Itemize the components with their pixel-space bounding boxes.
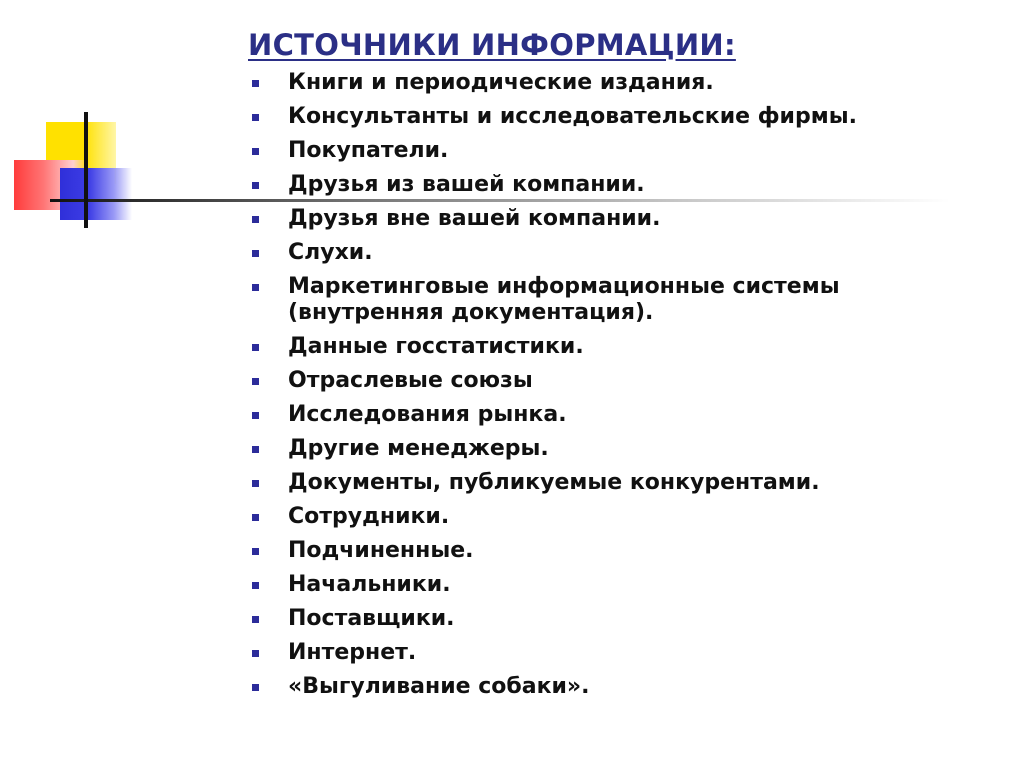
list-item <box>252 640 968 666</box>
list-item-text: Исследования рынка. <box>288 402 567 427</box>
blue-square <box>60 168 132 220</box>
square-bullet-icon <box>252 582 259 589</box>
yellow-square <box>46 122 116 184</box>
square-bullet-icon <box>252 344 259 351</box>
list-item <box>252 674 968 700</box>
list-item-text: Интернет. <box>288 640 417 665</box>
list-item-text: Данные госстатистики. <box>288 334 584 359</box>
list-item-text: Друзья из вашей компании. <box>288 172 645 197</box>
list-item <box>252 402 968 428</box>
square-bullet-icon <box>252 284 259 291</box>
list-item-text: Сотрудники. <box>288 504 450 529</box>
list-item-text: «Выгуливание собаки». <box>288 674 590 699</box>
list-item-text: Начальники. <box>288 572 451 597</box>
square-bullet-icon <box>252 250 259 257</box>
vertical-rule <box>84 112 88 228</box>
list-item-text: Подчиненные. <box>288 538 474 563</box>
list-item-text: Книги и периодические издания. <box>288 70 714 95</box>
square-bullet-icon <box>252 616 259 623</box>
square-bullet-icon <box>252 684 259 691</box>
red-square <box>14 160 88 210</box>
square-bullet-icon <box>252 412 259 419</box>
list-item <box>252 104 968 130</box>
square-bullet-icon <box>252 480 259 487</box>
square-bullet-icon <box>252 182 259 189</box>
list-item-text: Документы, публикуемые конкурентами. <box>288 470 820 495</box>
list-item <box>252 572 968 598</box>
square-bullet-icon <box>252 80 259 87</box>
list-item <box>252 138 968 164</box>
square-bullet-icon <box>252 114 259 121</box>
list-item <box>252 172 968 198</box>
list-item <box>252 240 968 266</box>
square-bullet-icon <box>252 514 259 521</box>
list-item-text: Покупатели. <box>288 138 449 163</box>
list-item <box>252 538 968 564</box>
list-item-text: Маркетинговые информационные системы (внутренняя документация). <box>288 274 840 325</box>
list-item-text: Друзья вне вашей компании. <box>288 206 661 231</box>
list-item <box>252 606 968 632</box>
sources-list <box>252 70 968 700</box>
list-item-text: Другие менеджеры. <box>288 436 549 461</box>
square-bullet-icon <box>252 216 259 223</box>
square-bullet-icon <box>252 650 259 657</box>
square-bullet-icon <box>252 148 259 155</box>
list-item <box>252 470 968 496</box>
list-item-text: Слухи. <box>288 240 373 265</box>
slide-title: ИСТОЧНИКИ ИНФОРМАЦИИ: <box>248 28 736 62</box>
list-item <box>252 436 968 462</box>
list-item <box>252 70 968 96</box>
list-item <box>252 274 968 326</box>
list-item <box>252 206 968 232</box>
square-bullet-icon <box>252 446 259 453</box>
list-item <box>252 368 968 394</box>
list-item-text: Поставщики. <box>288 606 455 631</box>
list-item <box>252 334 968 360</box>
list-item-text: Отраслевые союзы <box>288 368 533 393</box>
list-item-text: Консультанты и исследовательские фирмы. <box>288 104 857 129</box>
square-bullet-icon <box>252 548 259 555</box>
list-item <box>252 504 968 530</box>
square-bullet-icon <box>252 378 259 385</box>
